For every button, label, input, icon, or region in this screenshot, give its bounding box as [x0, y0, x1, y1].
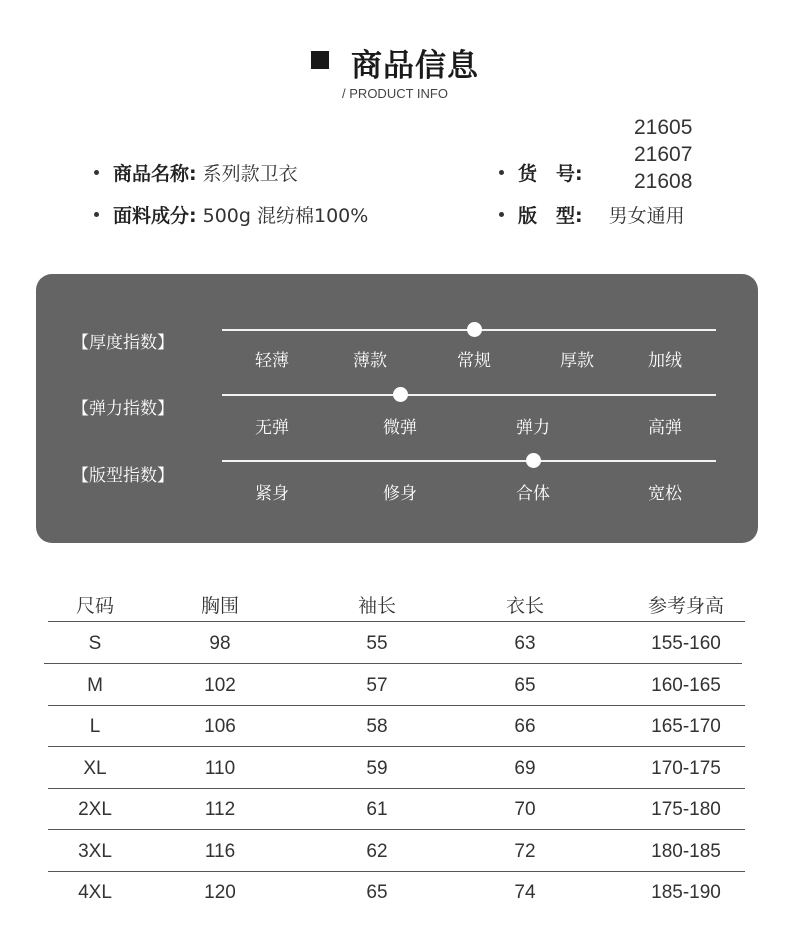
elasticity-option: 无弹 [255, 418, 289, 438]
info-fit-label: 版 型: [518, 205, 583, 227]
table-cell: 63 [514, 633, 536, 654]
fit-option: 紧身 [255, 484, 289, 504]
fit-option: 合体 [516, 484, 550, 504]
thickness-option: 常规 [457, 351, 491, 371]
table-divider [48, 621, 745, 622]
table-header-chest: 胸围 [200, 595, 240, 617]
thickness-index-label: 【厚度指数】 [72, 333, 174, 353]
table-divider [48, 788, 745, 789]
table-cell: 69 [514, 758, 536, 779]
table-divider [48, 871, 745, 872]
table-cell: 116 [204, 841, 236, 862]
title-square-icon [311, 51, 329, 69]
table-cell: S [88, 633, 102, 654]
bullet-icon [499, 212, 504, 217]
table-cell: 155-160 [651, 633, 721, 654]
table-cell: 165-170 [651, 716, 721, 737]
table-cell: 4XL [78, 882, 112, 903]
fit-option: 宽松 [648, 484, 682, 504]
info-art-values [634, 114, 692, 195]
table-cell: 110 [204, 758, 236, 779]
table-header-length: 衣长 [505, 595, 545, 617]
fit-index-marker [526, 453, 541, 468]
fit-index-label: 【版型指数】 [72, 466, 174, 486]
info-name-row [94, 159, 298, 186]
info-fabric-value: 500g 混纺棉100% [202, 205, 369, 227]
art-number: 21607 [634, 143, 693, 166]
bullet-icon [499, 170, 504, 175]
table-cell: 170-175 [651, 758, 721, 779]
table-cell: 106 [204, 716, 236, 737]
bullet-icon [94, 212, 99, 217]
page-subtitle: / PRODUCT INFO [342, 86, 448, 101]
table-cell: M [87, 675, 103, 696]
info-art-row [499, 159, 583, 186]
table-cell: 62 [366, 841, 388, 862]
table-cell: 3XL [78, 841, 112, 862]
elasticity-option: 微弹 [383, 418, 417, 438]
fit-option: 修身 [383, 484, 417, 504]
table-cell: 112 [204, 799, 236, 820]
elasticity-index-track [222, 394, 716, 396]
page-title-text: 商品信息 [351, 48, 479, 84]
table-cell: 55 [366, 633, 388, 654]
elasticity-option: 弹力 [516, 418, 550, 438]
table-cell: 98 [209, 633, 231, 654]
thickness-option: 加绒 [648, 351, 682, 371]
table-header-size: 尺码 [75, 595, 115, 617]
elasticity-option: 高弹 [648, 418, 682, 438]
table-cell: 102 [204, 675, 236, 696]
table-cell: 70 [514, 799, 536, 820]
info-name-label: 商品名称: [113, 163, 197, 185]
table-cell: 74 [514, 882, 536, 903]
table-cell: 120 [204, 882, 236, 903]
table-cell: 57 [366, 675, 388, 696]
table-cell: 160-165 [651, 675, 721, 696]
bullet-icon [94, 170, 99, 175]
table-cell: 66 [514, 716, 536, 737]
table-cell: 58 [366, 716, 388, 737]
info-fabric-row [94, 201, 368, 228]
table-header-height: 参考身高 [647, 595, 725, 617]
table-cell: 65 [366, 882, 388, 903]
table-header-sleeve: 袖长 [357, 595, 397, 617]
page-title [0, 40, 790, 90]
table-cell: L [89, 716, 101, 737]
thickness-index-marker [467, 322, 482, 337]
table-cell: 61 [366, 799, 388, 820]
table-cell: 185-190 [651, 882, 721, 903]
thickness-option: 厚款 [560, 351, 594, 371]
elasticity-index-marker [393, 387, 408, 402]
table-divider [48, 705, 745, 706]
table-cell: 65 [514, 675, 536, 696]
info-fabric-label: 面料成分: [113, 205, 197, 227]
table-cell: 175-180 [651, 799, 721, 820]
table-divider [44, 663, 742, 664]
table-cell: 2XL [78, 799, 112, 820]
elasticity-index-label: 【弹力指数】 [72, 399, 174, 419]
table-cell: 180-185 [651, 841, 721, 862]
table-cell: 72 [514, 841, 536, 862]
info-fit-value: 男女通用 [608, 205, 685, 227]
thickness-option: 薄款 [353, 351, 387, 371]
thickness-option: 轻薄 [255, 351, 289, 371]
info-art-label: 货 号: [518, 163, 583, 185]
info-name-value: 系列款卫衣 [202, 163, 298, 185]
table-cell: 59 [366, 758, 388, 779]
table-divider [48, 746, 745, 747]
table-cell: XL [83, 758, 107, 779]
art-number: 21605 [634, 116, 693, 139]
info-fit-row [499, 201, 685, 228]
table-divider [48, 829, 745, 830]
art-number: 21608 [634, 170, 693, 193]
fit-index-track [222, 460, 716, 462]
